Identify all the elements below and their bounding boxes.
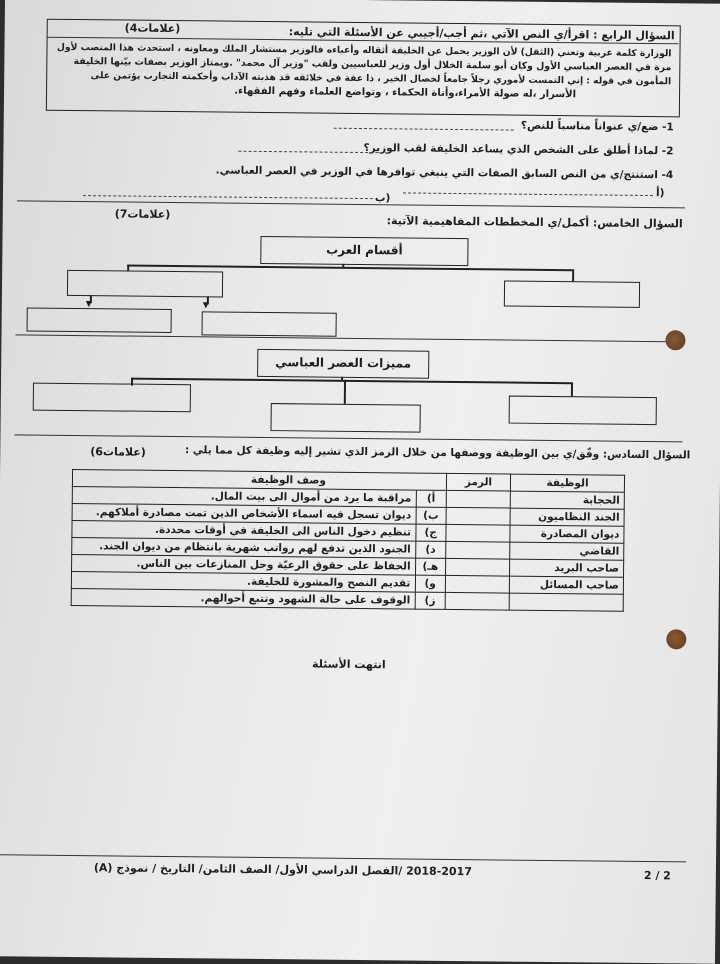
column-header-description: وصف الوظيفة: [72, 469, 416, 490]
description-cell: مراقبة ما يرد من أموال الى بيت المال.: [72, 486, 416, 507]
section-divider: [15, 334, 683, 342]
q4-item-2: 2- لماذا أطلق على الشخص الذي يساعد الخليفة لقب الوزير؟: [363, 142, 674, 158]
diagram1-box-right[interactable]: [504, 280, 640, 307]
job-cell: ديوان المصادرة: [510, 525, 624, 543]
diagram2-box-right[interactable]: [509, 396, 657, 426]
arrow-down-icon: ▼: [202, 300, 210, 310]
symbol-cell[interactable]: [446, 558, 510, 576]
q4-item-4: 4- استنتج/ي من النص السابق الصفات التي ينبغي توافرها في الوزير في العصر العباسي.: [215, 164, 674, 182]
footer-title: 2018-2017 /الفصل الدراسي الأول/ الصف الثامن/ التاريخ / نموذج (A): [93, 861, 472, 879]
diagram1-sub-box-2[interactable]: [202, 311, 337, 336]
answer-line[interactable]: [238, 145, 388, 154]
description-cell: الوقوف على حالة الشهود وتتبع أحوالهم.: [71, 588, 415, 609]
diagram2-title: مميزات العصر العباسي: [257, 349, 429, 379]
answer-line[interactable]: [403, 192, 653, 196]
q4-paragraph-line: الوزارة كلمة عربية وتعني (الثقل) لأن الوزير يحمل عن الخليفة أثقاله وأعباءه فالوزير مستشار الملك ومعاونه ، استحدث هذا المنصب لأول: [56, 41, 672, 60]
job-cell: الجند النظاميون: [510, 508, 624, 526]
section-divider: [14, 434, 682, 442]
q4-heading: السؤال الرابع : اقرأ/ي النص الآتي ،ثم أجب/أجيبي عن الأسئلة التي تليه:: [288, 25, 675, 43]
q4-paragraph-line: مرة في العصر العباسي الأول وكان أبو سلمة الخلال أول وزير للعباسيين ولقب "وزير آل محمد" .ويمتاز الوزير بصفات بيّنها الخليفة: [73, 55, 672, 74]
symbol-cell[interactable]: [446, 524, 510, 542]
description-cell: ديوان تسجل فيه اسماء الأشخاص الذين تمت مصادرة أملاكهم.: [72, 503, 416, 524]
answer-line[interactable]: [83, 195, 373, 199]
q4-paragraph-line: المأمون في قوله : إني التمست لأموري رجلاً جامعاً لخصال الخير ، ذا عفة في خلائقه قد هذبته الآداب وأحكمته التجارب يؤتمن على: [90, 70, 672, 88]
binder-hole: [665, 330, 685, 350]
q5-marks: (7علامات): [114, 207, 171, 221]
diagram1-title: أقسام العرب: [260, 236, 468, 266]
job-cell: القاضي: [510, 542, 624, 560]
description-cell: الجنود الذين تدفع لهم رواتب شهرية بانتظام من ديوان الجند.: [72, 537, 416, 558]
letter-cell: هـ): [415, 558, 446, 575]
symbol-cell[interactable]: [446, 507, 510, 525]
symbol-cell[interactable]: [445, 592, 509, 610]
symbol-cell[interactable]: [445, 575, 509, 593]
letter-cell: أ): [416, 490, 447, 507]
description-cell: الحفاظ على حقوق الرعيّة وحل المنازعات بين الناس.: [72, 554, 416, 575]
arrow-down-icon: ▼: [85, 299, 93, 309]
binder-hole: [666, 629, 686, 649]
matching-table: [71, 469, 625, 612]
q6-heading: السؤال السادس: وفّق/ي بين الوظيفة ووصفها من خلال الرمز الذي تشير إليه وظيفة كل مما يلي :: [184, 444, 691, 462]
letter-cell: ز): [415, 592, 446, 609]
page-number: 2 / 2: [643, 868, 671, 883]
q5-heading: السؤال الخامس: أكمل/ي المخططات المفاهيمية الآتية:: [386, 214, 683, 231]
answer-a-label: أ): [655, 187, 665, 200]
letter-cell: و): [415, 575, 446, 592]
end-text: انتهت الأسئلة: [312, 657, 386, 672]
letter-cell: د): [415, 541, 446, 558]
q4-paragraph: [56, 41, 672, 103]
answer-b-label: ب): [374, 192, 391, 205]
q4-item-1: 1- ضع/ي عنواناً مناسباً للنص؟: [520, 119, 674, 134]
job-cell: [509, 593, 623, 611]
diagram1-sub-box-1[interactable]: [27, 308, 172, 334]
q4-paragraph-line: الأسرار ،له صولة الأمراء،وأناة الحكماء ، وتواضع العلماء وفهم الفقهاء.: [234, 85, 577, 101]
job-cell: الحجابة: [510, 491, 624, 509]
diagram2-box-middle[interactable]: [271, 403, 421, 433]
letter-cell: ب): [416, 507, 447, 524]
symbol-cell[interactable]: [446, 541, 510, 559]
column-header-symbol: الرمز: [446, 473, 510, 491]
diagram2-box-left[interactable]: [33, 383, 191, 413]
symbol-cell[interactable]: [446, 490, 510, 508]
job-cell: صاحب المسائل: [509, 576, 623, 594]
q6-marks: (6علامات): [90, 445, 146, 459]
column-header-job: الوظيفة: [510, 474, 624, 492]
diagram1-box-left[interactable]: [67, 270, 223, 298]
q4-marks: (4علامات): [124, 21, 181, 36]
job-cell: صاحب البريد: [510, 559, 624, 577]
description-cell: تنظيم دخول الناس الى الخليفة في أوقات محددة.: [72, 520, 416, 541]
answer-line[interactable]: [334, 120, 514, 131]
description-cell: تقديم النصح والمشورة للخليفة.: [71, 571, 415, 592]
letter-cell: ج): [415, 524, 446, 541]
